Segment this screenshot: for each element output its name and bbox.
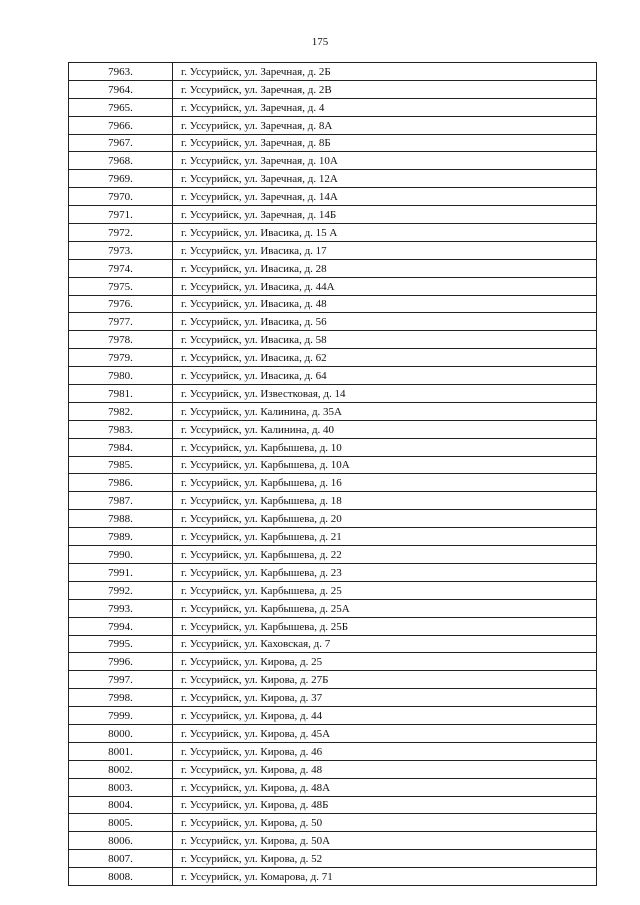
row-number: 7982. (69, 402, 173, 420)
row-number: 7963. (69, 63, 173, 81)
table-row (69, 581, 597, 599)
table-row (69, 206, 597, 224)
row-address: г. Уссурийск, ул. Карбышева, д. 23 (173, 563, 597, 581)
row-number: 7970. (69, 188, 173, 206)
table-row (69, 80, 597, 98)
row-number: 7993. (69, 599, 173, 617)
row-address: г. Уссурийск, ул. Ивасика, д. 48 (173, 295, 597, 313)
table-row (69, 868, 597, 886)
row-address: г. Уссурийск, ул. Известковая, д. 14 (173, 385, 597, 403)
row-address: г. Уссурийск, ул. Калинина, д. 35А (173, 402, 597, 420)
row-number: 7974. (69, 259, 173, 277)
row-number: 7975. (69, 277, 173, 295)
row-number: 7978. (69, 331, 173, 349)
row-number: 8003. (69, 778, 173, 796)
row-number: 7983. (69, 420, 173, 438)
row-number: 8008. (69, 868, 173, 886)
row-address: г. Уссурийск, ул. Кирова, д. 48 (173, 760, 597, 778)
row-number: 7991. (69, 563, 173, 581)
row-number: 7992. (69, 581, 173, 599)
table-row (69, 349, 597, 367)
row-address: г. Уссурийск, ул. Заречная, д. 2Б (173, 63, 597, 81)
row-number: 8000. (69, 724, 173, 742)
table-row (69, 331, 597, 349)
row-address: г. Уссурийск, ул. Ивасика, д. 56 (173, 313, 597, 331)
row-address: г. Уссурийск, ул. Кирова, д. 52 (173, 850, 597, 868)
table-row (69, 832, 597, 850)
address-table (68, 62, 597, 886)
table-row (69, 689, 597, 707)
row-number: 8006. (69, 832, 173, 850)
table-row (69, 438, 597, 456)
row-number: 7981. (69, 385, 173, 403)
table-row (69, 510, 597, 528)
row-address: г. Уссурийск, ул. Кирова, д. 50 (173, 814, 597, 832)
row-number: 7988. (69, 510, 173, 528)
row-number: 7964. (69, 80, 173, 98)
row-address: г. Уссурийск, ул. Кирова, д. 45А (173, 724, 597, 742)
row-address: г. Уссурийск, ул. Заречная, д. 14Б (173, 206, 597, 224)
table-row (69, 241, 597, 259)
table-row (69, 814, 597, 832)
row-address: г. Уссурийск, ул. Ивасика, д. 62 (173, 349, 597, 367)
row-number: 7969. (69, 170, 173, 188)
table-row (69, 170, 597, 188)
row-address: г. Уссурийск, ул. Ивасика, д. 28 (173, 259, 597, 277)
table-row (69, 653, 597, 671)
row-number: 7987. (69, 492, 173, 510)
row-number: 7971. (69, 206, 173, 224)
table-row (69, 259, 597, 277)
row-address: г. Уссурийск, ул. Заречная, д. 8А (173, 116, 597, 134)
table-row (69, 546, 597, 564)
row-address: г. Уссурийск, ул. Кирова, д. 25 (173, 653, 597, 671)
table-row (69, 402, 597, 420)
table-row (69, 313, 597, 331)
table-row (69, 778, 597, 796)
row-number: 8002. (69, 760, 173, 778)
row-address: г. Уссурийск, ул. Карбышева, д. 10А (173, 456, 597, 474)
row-address: г. Уссурийск, ул. Карбышева, д. 25Б (173, 617, 597, 635)
row-address: г. Уссурийск, ул. Кирова, д. 44 (173, 707, 597, 725)
row-address: г. Уссурийск, ул. Комарова, д. 71 (173, 868, 597, 886)
row-address: г. Уссурийск, ул. Ивасика, д. 64 (173, 367, 597, 385)
table-row (69, 492, 597, 510)
row-number: 7994. (69, 617, 173, 635)
row-number: 7997. (69, 671, 173, 689)
table-row (69, 617, 597, 635)
table-row (69, 742, 597, 760)
page-number: 175 (311, 36, 329, 48)
table-row (69, 116, 597, 134)
table-row (69, 724, 597, 742)
row-number: 7977. (69, 313, 173, 331)
row-number: 8004. (69, 796, 173, 814)
row-address: г. Уссурийск, ул. Карбышева, д. 25А (173, 599, 597, 617)
row-number: 7966. (69, 116, 173, 134)
table-row (69, 850, 597, 868)
table-row (69, 599, 597, 617)
table-row (69, 796, 597, 814)
address-table-body (69, 63, 597, 886)
row-number: 7995. (69, 635, 173, 653)
table-row (69, 385, 597, 403)
row-address: г. Уссурийск, ул. Ивасика, д. 44А (173, 277, 597, 295)
row-address: г. Уссурийск, ул. Карбышева, д. 10 (173, 438, 597, 456)
row-address: г. Уссурийск, ул. Заречная, д. 2В (173, 80, 597, 98)
row-address: г. Уссурийск, ул. Карбышева, д. 25 (173, 581, 597, 599)
row-address: г. Уссурийск, ул. Кирова, д. 46 (173, 742, 597, 760)
row-address: г. Уссурийск, ул. Карбышева, д. 21 (173, 528, 597, 546)
table-row (69, 707, 597, 725)
row-address: г. Уссурийск, ул. Заречная, д. 10А (173, 152, 597, 170)
row-address: г. Уссурийск, ул. Ивасика, д. 58 (173, 331, 597, 349)
table-row (69, 367, 597, 385)
row-number: 7972. (69, 224, 173, 242)
row-address: г. Уссурийск, ул. Каховская, д. 7 (173, 635, 597, 653)
row-number: 7986. (69, 474, 173, 492)
row-address: г. Уссурийск, ул. Кирова, д. 37 (173, 689, 597, 707)
row-address: г. Уссурийск, ул. Ивасика, д. 17 (173, 241, 597, 259)
row-address: г. Уссурийск, ул. Карбышева, д. 16 (173, 474, 597, 492)
table-row (69, 760, 597, 778)
row-address: г. Уссурийск, ул. Кирова, д. 48А (173, 778, 597, 796)
row-address: г. Уссурийск, ул. Калинина, д. 40 (173, 420, 597, 438)
row-number: 7989. (69, 528, 173, 546)
row-number: 8001. (69, 742, 173, 760)
row-number: 7980. (69, 367, 173, 385)
row-number: 7996. (69, 653, 173, 671)
row-address: г. Уссурийск, ул. Заречная, д. 8Б (173, 134, 597, 152)
table-row (69, 224, 597, 242)
table-row (69, 295, 597, 313)
row-address: г. Уссурийск, ул. Ивасика, д. 15 А (173, 224, 597, 242)
table-row (69, 188, 597, 206)
table-row (69, 671, 597, 689)
row-number: 7973. (69, 241, 173, 259)
table-row (69, 528, 597, 546)
row-number: 7990. (69, 546, 173, 564)
table-row (69, 635, 597, 653)
table-row (69, 474, 597, 492)
row-address: г. Уссурийск, ул. Заречная, д. 4 (173, 98, 597, 116)
row-address: г. Уссурийск, ул. Карбышева, д. 20 (173, 510, 597, 528)
row-number: 7984. (69, 438, 173, 456)
row-number: 7999. (69, 707, 173, 725)
row-number: 7967. (69, 134, 173, 152)
row-number: 7985. (69, 456, 173, 474)
row-address: г. Уссурийск, ул. Заречная, д. 14А (173, 188, 597, 206)
row-address: г. Уссурийск, ул. Заречная, д. 12А (173, 170, 597, 188)
row-number: 7979. (69, 349, 173, 367)
row-number: 8007. (69, 850, 173, 868)
table-row (69, 420, 597, 438)
row-number: 7968. (69, 152, 173, 170)
table-row (69, 152, 597, 170)
table-row (69, 563, 597, 581)
row-address: г. Уссурийск, ул. Кирова, д. 48Б (173, 796, 597, 814)
row-number: 8005. (69, 814, 173, 832)
row-address: г. Уссурийск, ул. Кирова, д. 27Б (173, 671, 597, 689)
row-number: 7965. (69, 98, 173, 116)
table-row (69, 98, 597, 116)
row-address: г. Уссурийск, ул. Кирова, д. 50А (173, 832, 597, 850)
table-row (69, 277, 597, 295)
table-row (69, 456, 597, 474)
row-number: 7998. (69, 689, 173, 707)
table-row (69, 63, 597, 81)
row-address: г. Уссурийск, ул. Карбышева, д. 18 (173, 492, 597, 510)
table-row (69, 134, 597, 152)
row-number: 7976. (69, 295, 173, 313)
row-address: г. Уссурийск, ул. Карбышева, д. 22 (173, 546, 597, 564)
